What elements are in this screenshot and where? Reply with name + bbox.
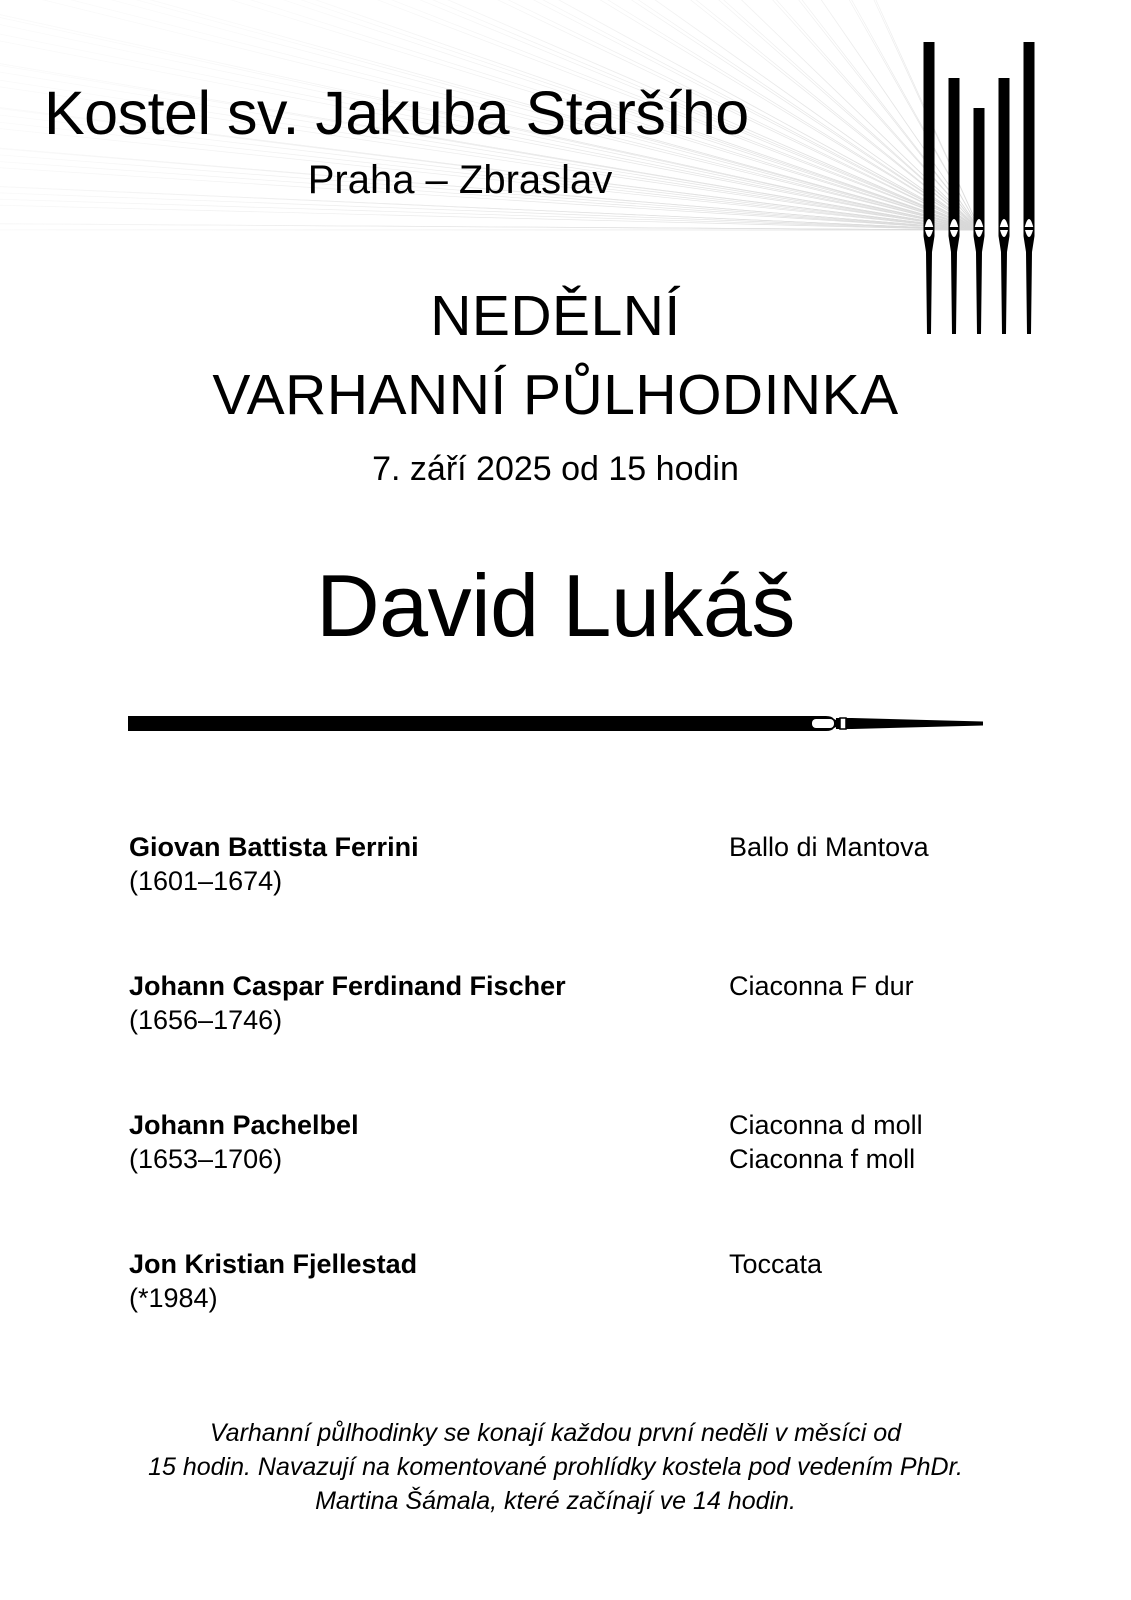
composer-name: Jon Kristian Fjellestad [129, 1249, 418, 1279]
work-title: Ballo di Mantova [729, 832, 929, 862]
composer [129, 1247, 709, 1315]
concert-program [129, 830, 989, 1386]
works-list [729, 830, 929, 864]
composer-name: Johann Caspar Ferdinand Fischer [129, 971, 566, 1001]
footer-line-1: Varhanní půlhodinky se konají každou první neděli v měsíci od [209, 1419, 902, 1447]
footer-line-3: Martina Šámala, které začínají ve 14 hodin. [315, 1487, 796, 1515]
program-item [129, 1108, 989, 1247]
composer [129, 969, 709, 1037]
works-list [729, 1247, 822, 1281]
works-list [729, 969, 914, 1003]
work-title: Ciaconna f moll [729, 1144, 916, 1174]
composer-name: Giovan Battista Ferrini [129, 832, 419, 862]
event-title-line-2: VARHANNÍ PŮLHODINKA [212, 363, 899, 427]
program-item [129, 969, 989, 1108]
church-location: Praha – Zbraslav [307, 158, 613, 202]
composer-dates: (1653–1706) [129, 1144, 283, 1174]
event-date: 7. září 2025 od 15 hodin [372, 450, 739, 488]
footer-line-2: 15 hodin. Navazují na komentované prohlídky kostela pod vedením PhDr. [148, 1453, 963, 1481]
composer [129, 830, 709, 898]
composer-dates: (1601–1674) [129, 866, 283, 896]
performer-name: David Lukáš [316, 556, 795, 655]
program-item [129, 1247, 989, 1386]
event-title-line-1: NEDĚLNÍ [430, 284, 681, 348]
church-name: Kostel sv. Jakuba Staršího [44, 79, 749, 147]
composer-dates: (1656–1746) [129, 1005, 283, 1035]
footer-note [0, 1416, 1111, 1518]
composer [129, 1108, 709, 1176]
program-item [129, 830, 989, 969]
work-title: Ciaconna F dur [729, 971, 914, 1001]
organ-pipe-divider-icon [0, 700, 1131, 750]
composer-name: Johann Pachelbel [129, 1110, 359, 1140]
composer-dates: (*1984) [129, 1283, 218, 1313]
work-title: Toccata [729, 1249, 823, 1279]
work-title: Ciaconna d moll [729, 1110, 923, 1140]
works-list [729, 1108, 923, 1176]
